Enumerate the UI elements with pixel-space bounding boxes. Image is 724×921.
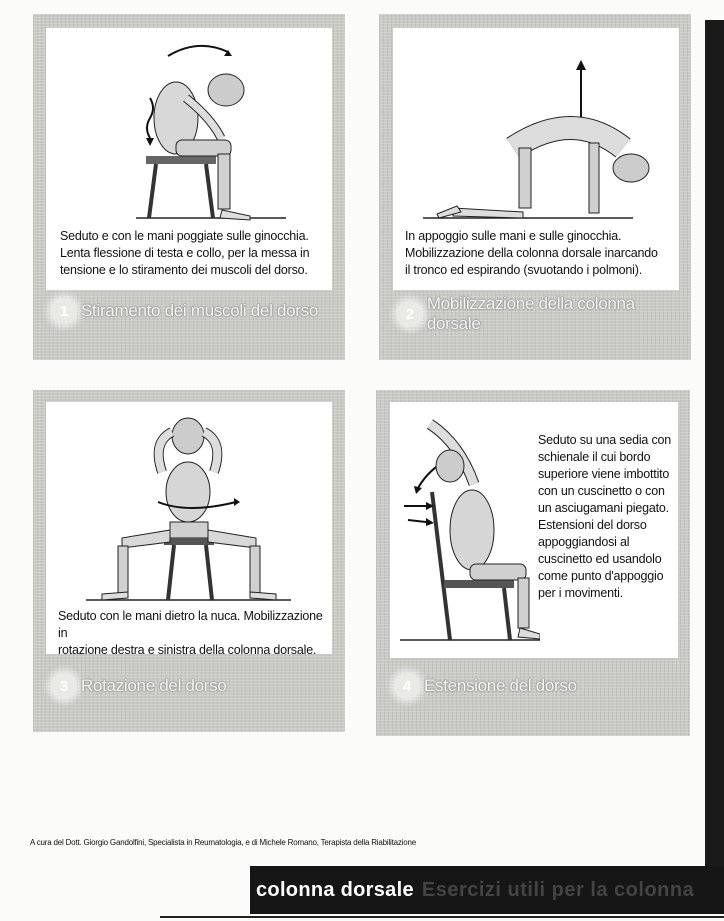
description-line: cuscinetto ed usandolo (538, 552, 662, 566)
description-line: Seduto con le mani dietro la nuca. Mobilizzazione in (58, 609, 323, 640)
figure-seated-neck-flexion (46, 28, 332, 228)
page-edge-bar (705, 20, 724, 866)
exercise-2-description (405, 228, 658, 279)
exercise-card-3 (46, 402, 332, 657)
description-line: superiore viene imbottito (538, 467, 670, 481)
exercise-number-badge: 4 (394, 673, 420, 699)
exercise-card-2 (393, 28, 679, 290)
description-line: appoggiandosi al (538, 535, 630, 549)
exercise-panel-4 (376, 390, 690, 736)
description-line: schienale il cui bordo (538, 450, 651, 464)
description-line: un asciugamani piegato. (538, 501, 669, 515)
exercise-card-1 (46, 28, 332, 290)
exercise-number-badge: 3 (51, 673, 77, 699)
description-line: Lenta flessione di testa e collo, per la messa in (60, 246, 310, 260)
exercise-panel-3 (33, 390, 345, 732)
exercise-4-title-row (394, 671, 577, 701)
exercise-panel-1 (33, 14, 345, 360)
exercise-title: Mobilizzazione della colonna dorsale (426, 294, 635, 333)
exercise-3-description (58, 608, 332, 659)
description-line: Mobilizzazione della colonna dorsale inarcando (405, 246, 658, 260)
footer-rule (160, 916, 724, 918)
exercise-2-title-row (397, 294, 691, 333)
exercise-title: Rotazione del dorso (81, 676, 227, 695)
exercise-title: Estensione del dorso (424, 676, 577, 695)
figure-seated-back-extension (390, 402, 540, 652)
exercise-title: Stiramento dei muscoli del dorso (81, 301, 319, 320)
footer-section-title: colonna dorsale (256, 878, 414, 901)
description-line: con un cuscinetto o con (538, 484, 665, 498)
description-line: Seduto e con le mani poggiate sulle ginocchia. (60, 229, 309, 243)
exercise-4-description (538, 432, 671, 602)
exercise-panel-2 (379, 14, 691, 360)
exercise-1-title-row (51, 296, 318, 326)
exercise-number-badge: 1 (51, 298, 77, 324)
credit-line: A cura del Dott. Giorgio Gandolfini, Specialista in Reumatologia, e di Michele Romano, Terapista della Riabilitazione (30, 838, 417, 847)
exercise-3-title-row (51, 671, 227, 701)
description-line: il tronco ed espirando (svuotando i polmoni). (405, 263, 642, 277)
description-line: rotazione destra e sinistra della colonna dorsale. (58, 643, 317, 657)
description-line: tensione e lo stiramento dei muscoli del dorso. (60, 263, 308, 277)
exercise-card-4 (390, 402, 678, 658)
figure-seated-rotation (46, 402, 332, 607)
exercise-number-badge: 2 (397, 301, 423, 327)
description-line: In appoggio sulle mani e sulle ginocchia. (405, 229, 622, 243)
footer-ghost-text: Esercizi utili per la colonna (421, 878, 695, 901)
description-line: Seduto su una sedia con (538, 433, 672, 447)
description-line: Estensioni del dorso (538, 518, 647, 532)
figure-kneeling-back-arch (393, 28, 679, 228)
exercise-1-description (60, 228, 309, 279)
description-line: per i movimenti. (538, 586, 624, 600)
description-line: come punto d'appoggio (538, 569, 664, 583)
footer-bar (250, 866, 724, 914)
